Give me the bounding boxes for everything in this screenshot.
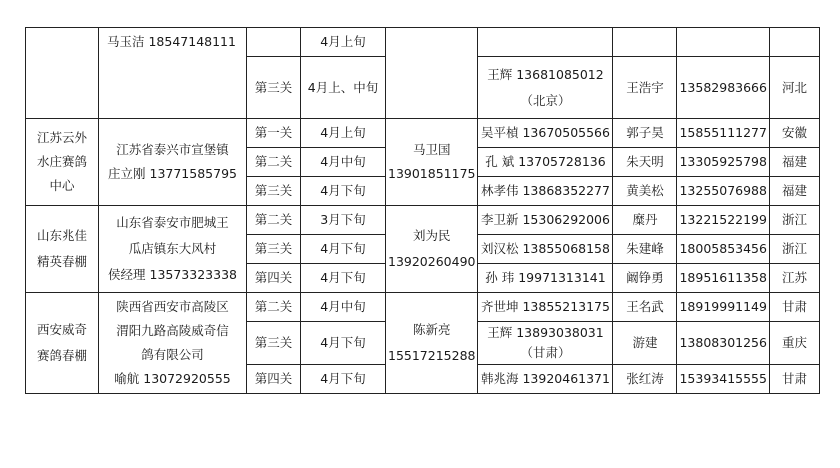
province-cell: 江苏 — [769, 264, 819, 293]
date-cell: 4月上旬 — [301, 119, 386, 148]
stage-cell: 第二关 — [247, 293, 301, 322]
stage-cell: 第三关 — [247, 235, 301, 264]
organizer-line: 鸽有限公司 — [141, 347, 204, 362]
organizer-text: 马玉洁 18547148111 — [107, 34, 236, 49]
stage-cell: 第一关 — [247, 119, 301, 148]
member-cell — [478, 322, 613, 365]
province-cell: 福建 — [769, 148, 819, 177]
loft-name-cell — [26, 119, 99, 206]
stage-cell: 第三关 — [247, 177, 301, 206]
organizer-line: 江苏省泰兴市宣堡镇 — [116, 142, 229, 157]
province-cell: 浙江 — [769, 235, 819, 264]
loft-name-line: 赛鸽春棚 — [36, 348, 87, 363]
helper-cell: 朱建峰 — [613, 235, 677, 264]
organizer-line: 瓜店镇东大风村 — [128, 241, 217, 256]
phone-cell: 15855111277 — [677, 119, 769, 148]
organizer-line: 陕西省西安市高陵区 — [116, 299, 229, 314]
date-cell: 4月下旬 — [301, 264, 386, 293]
organizer-cell — [99, 293, 247, 394]
province-cell — [769, 28, 819, 57]
coordinator-cell — [386, 28, 478, 119]
organizer-line: 侯经理 13573323338 — [108, 267, 237, 282]
stage-cell — [247, 28, 301, 57]
date-cell: 4月下旬 — [301, 235, 386, 264]
coordinator-name: 马卫国 — [412, 142, 451, 157]
member-cell: 吴平楨 13670505566 — [478, 119, 613, 148]
helper-cell — [613, 28, 677, 57]
loft-name-line: 中心 — [49, 178, 75, 193]
table-row — [26, 28, 820, 57]
helper-cell: 王浩宇 — [613, 57, 677, 119]
coordinator-name: 刘为民 — [412, 228, 451, 243]
stage-cell: 第四关 — [247, 365, 301, 394]
phone-cell: 15393415555 — [677, 365, 769, 394]
member-cell — [478, 57, 613, 119]
helper-cell: 阚铮勇 — [613, 264, 677, 293]
phone-cell: 13582983666 — [677, 57, 769, 119]
table-row — [26, 206, 820, 235]
table-row — [26, 293, 820, 322]
organizer-line: 山东省泰安市肥城王 — [116, 215, 229, 230]
helper-cell: 朱天明 — [613, 148, 677, 177]
member-cell: 刘汉松 13855068158 — [478, 235, 613, 264]
helper-cell: 糜丹 — [613, 206, 677, 235]
coordinator-name: 陈新亮 — [412, 322, 451, 337]
member-cell: 李卫新 15306292006 — [478, 206, 613, 235]
member-cell: 齐世坤 13855213175 — [478, 293, 613, 322]
organizer-cell — [99, 206, 247, 293]
member-text: 王辉 13893038031 — [487, 325, 604, 340]
loft-name-line: 西安威奇 — [36, 322, 87, 337]
helper-cell: 黄美松 — [613, 177, 677, 206]
date-cell: 3月下旬 — [301, 206, 386, 235]
loft-name-cell — [26, 293, 99, 394]
date-cell: 4月上、中旬 — [301, 57, 386, 119]
member-cell — [478, 28, 613, 57]
loft-name-line: 精英春棚 — [36, 254, 87, 269]
date-cell: 4月中旬 — [301, 148, 386, 177]
organizer-cell — [99, 28, 247, 119]
phone-cell — [677, 28, 769, 57]
member-cell: 孙 玮 19971313141 — [478, 264, 613, 293]
phone-cell: 13305925798 — [677, 148, 769, 177]
phone-cell: 13255076988 — [677, 177, 769, 206]
organizer-cell — [99, 119, 247, 206]
helper-cell: 游建 — [613, 322, 677, 365]
coordinator-phone: 15517215288 — [388, 348, 476, 363]
phone-cell: 13221522199 — [677, 206, 769, 235]
phone-cell: 18919991149 — [677, 293, 769, 322]
stage-cell: 第二关 — [247, 148, 301, 177]
stage-cell: 第三关 — [247, 322, 301, 365]
member-cell: 孔 斌 13705728136 — [478, 148, 613, 177]
date-cell: 4月中旬 — [301, 293, 386, 322]
helper-cell: 张红涛 — [613, 365, 677, 394]
date-cell: 4月下旬 — [301, 322, 386, 365]
loft-name-line: 江苏云外 — [36, 130, 87, 145]
province-cell: 重庆 — [769, 322, 819, 365]
coordinator-cell — [386, 206, 478, 293]
province-cell: 河北 — [769, 57, 819, 119]
loft-name-cell — [26, 206, 99, 293]
stage-cell: 第三关 — [247, 57, 301, 119]
member-region: （甘肃） — [520, 345, 571, 360]
province-cell: 浙江 — [769, 206, 819, 235]
province-cell: 甘肃 — [769, 293, 819, 322]
member-cell: 林孝伟 13868352277 — [478, 177, 613, 206]
coordinator-phone: 13901851175 — [388, 166, 476, 181]
province-cell: 甘肃 — [769, 365, 819, 394]
province-cell: 福建 — [769, 177, 819, 206]
helper-cell: 郭子昊 — [613, 119, 677, 148]
stage-cell: 第四关 — [247, 264, 301, 293]
organizer-line: 渭阳九路高陵威奇信 — [116, 323, 229, 338]
organizer-line: 庄立刚 13771585795 — [108, 166, 237, 181]
loft-name-line: 水庄赛鸽 — [36, 154, 87, 169]
phone-cell: 18005853456 — [677, 235, 769, 264]
coordinator-phone: 13920260490 — [388, 254, 476, 269]
organizer-line: 喻航 13072920555 — [114, 371, 231, 386]
stage-cell: 第二关 — [247, 206, 301, 235]
helper-cell: 王名武 — [613, 293, 677, 322]
member-region: （北京） — [520, 92, 571, 108]
phone-cell: 13808301256 — [677, 322, 769, 365]
phone-cell: 18951611358 — [677, 264, 769, 293]
loft-name-cell — [26, 28, 99, 119]
coordinator-cell — [386, 119, 478, 206]
table-row — [26, 119, 820, 148]
date-cell: 4月上旬 — [301, 28, 386, 57]
date-cell: 4月下旬 — [301, 177, 386, 206]
member-text: 王辉 13681085012 — [487, 66, 604, 82]
coordinator-cell — [386, 293, 478, 394]
loft-name-line: 山东兆佳 — [36, 228, 87, 243]
date-cell: 4月下旬 — [301, 365, 386, 394]
race-schedule-table — [25, 27, 820, 394]
province-cell: 安徽 — [769, 119, 819, 148]
member-cell: 韩兆海 13920461371 — [478, 365, 613, 394]
